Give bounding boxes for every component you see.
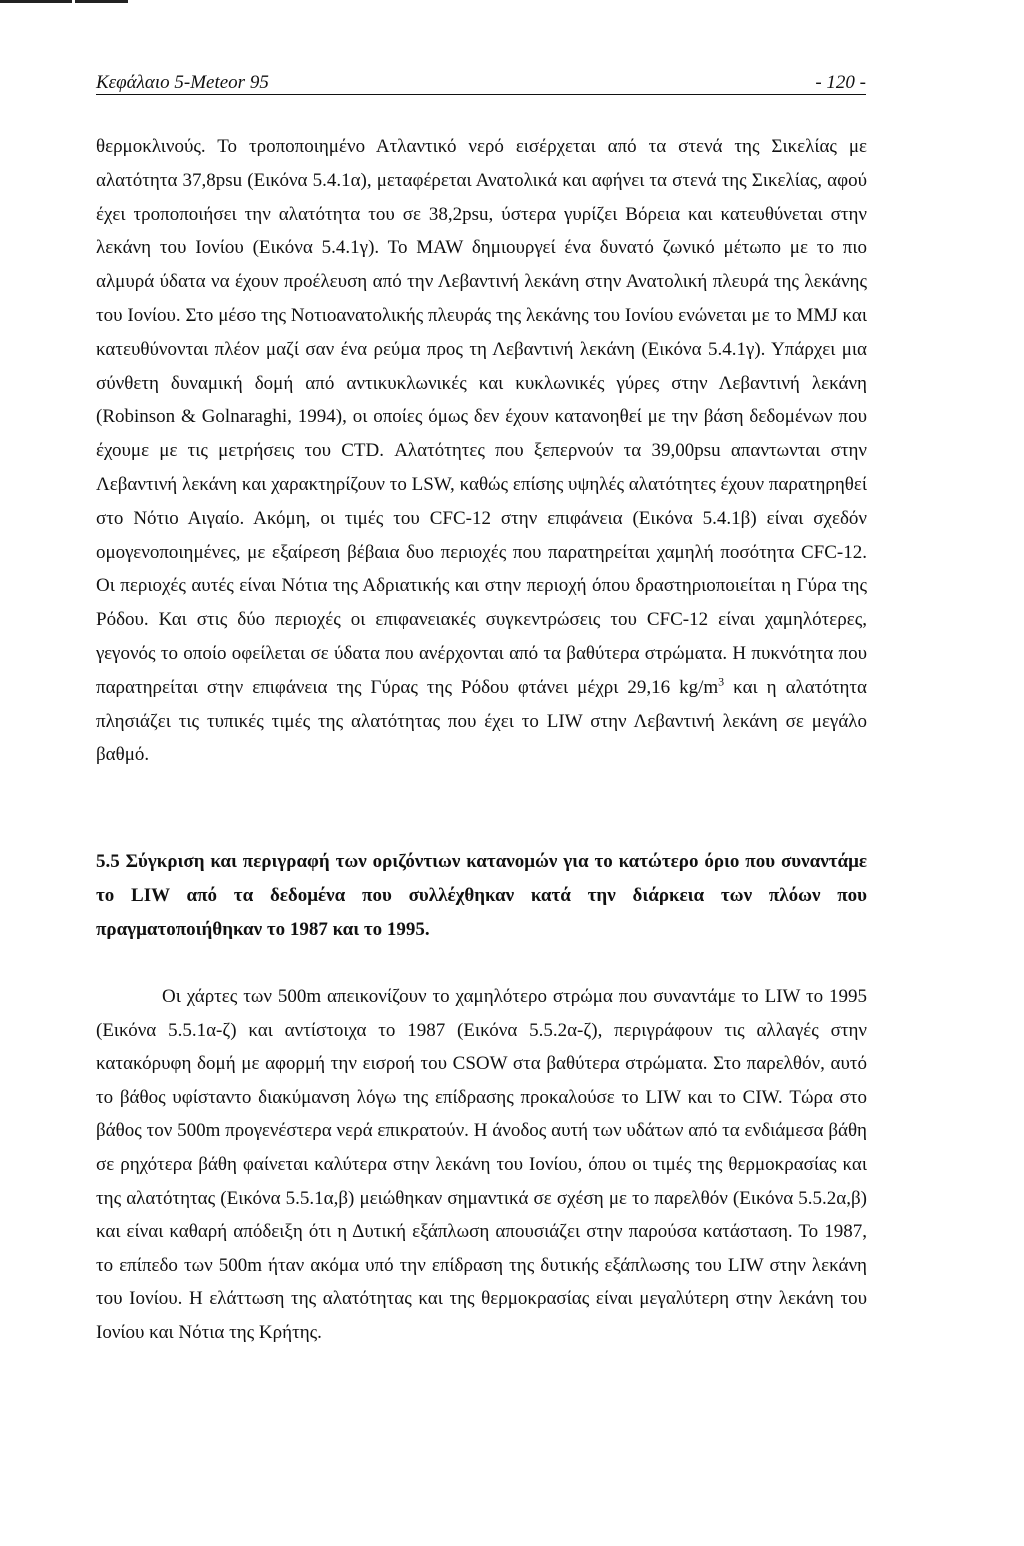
page-number: - 120 -: [815, 72, 866, 93]
paragraph-text-part-2: και η αλατότητα πλησιάζει τις τυπικές τιμές της αλατότητας που έχει το LIW στην Λεβαντινή λεκάνη σε μεγάλο βαθμό.: [96, 676, 867, 766]
body-paragraph-2: [96, 980, 867, 1350]
section-heading: 5.5 Σύγκριση και περιγραφή των οριζόντιων κατανομών για το κατώτερο όριο που συναντάμε το LIW από τα δεδομένα που συλλέχθηκαν κατά την διάρκεια των πλόων που πραγματοποιήθηκαν το 1987 και το 1995.: [96, 851, 867, 940]
running-header: [96, 72, 866, 95]
paragraph-text-part-1: θερμοκλινούς. Το τροποποιημένο Ατλαντικό νερό εισέρχεται από τα στενά της Σικελίας με αλατότητα 37,8psu (Εικόνα 5.4.1α), μεταφέρεται Ανατολικά και αφήνει τα στενά της Σικελίας, αφού έχει τροποποιήσει την αλατότητα του σε 38,2psu, ύστερα γυρίζει Βόρεια και κατευθύνεται στην λεκάνη του Ιονίου (Εικόνα 5.4.1γ). Το MAW δημιουργεί ένα δυνατό ζωνικό μέτωπο με το πιο αλμυρά ύδατα να έχουν προέλευση από την Λεβαντινή λεκάνη στην Ανατολική πλευρά της λεκάνης του Ιονίου. Στο μέσο της Νοτιοανατολικής πλευράς της λεκάνης του Ιονίου ενώνεται με το MMJ και κατευθύνονται πλέον μαζί σαν ένα ρεύμα προς τη Λεβαντινή λεκάνη (Εικόνα 5.4.1γ). Υπάρχει μια σύνθετη δυναμική δομή από αντικυκλωνικές και κυκλωνικές γύρες στην Λεβαντινή λεκάνη (Robinson & Golnaraghi, 1994), οι οποίες όμως δεν έχουν κατανοηθεί με την βάση δεδομένων που έχουμε με τις μετρήσεις του CTD. Αλατότητες που ξεπερνούν τα 39,00psu απαντωνται στην Λεβαντινή λεκάνη και χαρακτηρίζουν το LSW, καθώς επίσης υψηλές αλατότητες έχουν παρατηρηθεί στο Νότιο Αιγαίο. Ακόμη, οι τιμές του CFC-12 στην επιφάνεια (Εικόνα 5.4.1β) είναι σχεδόν ομογενοποιημένες, με εξαίρεση βέβαια δυο περιοχές που παρατηρείται χαμηλή ποσότητα CFC-12. Οι περιοχές αυτές είναι Νότια της Αδριατικής και στην περιοχή όπου δραστηριοποιείται η Γύρα της Ρόδου. Και στις δύο περιοχές οι επιφανειακές συγκεντρώσεις του CFC-12 είναι χαμηλότερες, γεγονός το οποίο οφείλεται σε ύδατα που ανέρχονται από τα βαθύτερα στρώματα. Η πυκνότητα που παρατηρείται στην επιφάνεια της Γύρας της Ρόδου φτάνει μέχρι 29,16 kg/m: [96, 136, 867, 698]
chapter-title: Κεφάλαιο 5-Meteor 95: [96, 72, 269, 93]
superscript-exponent: 3: [718, 674, 725, 689]
body-paragraph-1: [96, 130, 867, 772]
paragraph-text: [96, 130, 867, 772]
paragraph-text: Οι χάρτες των 500m απεικονίζουν το χαμηλότερο στρώμα που συναντάμε το LIW το 1995 (Εικόνα 5.5.1α-ζ) και αντίστοιχα το 1987 (Εικόνα 5.5.2α-ζ), περιγράφουν τις αλλαγές στην κατακόρυφη δομή με αφορμή την εισροή του CSOW στα βαθύτερα στρώματα. Στο παρελθόν, αυτό το βάθος υφίσταντο διακύμανση λόγω της επίδρασης προκαλούσε το LIW και το CIW. Τώρα στο βάθος τον 500m προγενέστερα νερά επικρατούν. Η άνοδος αυτή των υδάτων από τα ενδιάμεσα βάθη σε ρηχότερα βάθη φαίνεται καλύτερα στην λεκάνη του Ιονίου, όπου οι τιμές της θερμοκρασίας και της αλατότητας (Εικόνα 5.5.1α,β) μειώθηκαν σημαντικά σε σχέση με το παρελθόν (Εικόνα 5.5.2α,β) και είναι καθαρή απόδειξη ότι η Δυτική εξάπλωση απουσιάζει στην παρούσα κατάσταση. Το 1987, το επίπεδο των 500m ήταν ακόμα υπό την επίδραση της δυτικής εξάπλωσης του LIW στην λεκάνη του Ιονίου. Η ελάττωση της αλατότητας και της θερμοκρασίας είναι μεγαλύτερη στην λεκάνη του Ιονίου και Νότια της Κρήτης.: [96, 986, 867, 1343]
scan-edge-artifact: [0, 0, 128, 3]
